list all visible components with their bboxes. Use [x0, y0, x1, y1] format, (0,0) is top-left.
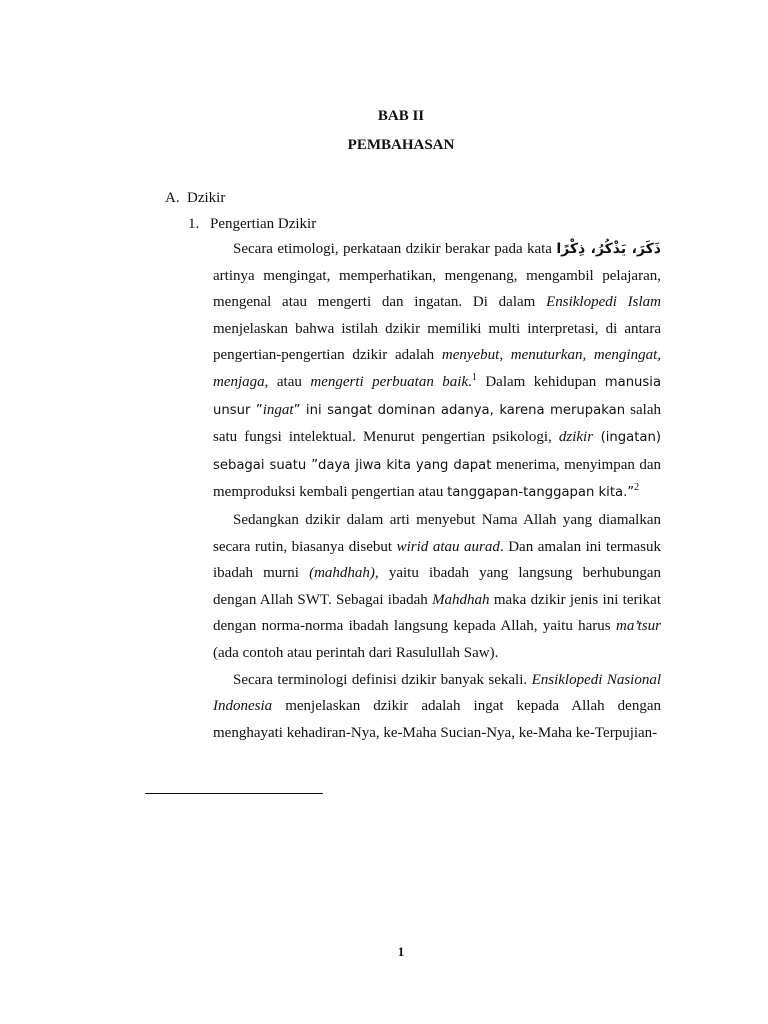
subsection-heading: [188, 216, 316, 233]
text-run: artinya mengingat, memperhatikan, mengenang, mengambil pelajaran, mengenal atau mengerti dan ingatan. Di dalam: [213, 267, 661, 311]
footnote-ref-1[interactable]: 1: [471, 371, 477, 383]
italic-term: (mahdhah),: [309, 565, 379, 582]
italic-term: Mahdhah: [432, 591, 490, 608]
text-run: tanggapan-tanggapan kita.”: [447, 485, 635, 501]
text-run: Dalam kehidupan: [476, 373, 605, 390]
italic-term: ma’tsur: [615, 618, 661, 635]
text-run: yaitu ibadah yang langsung berhubungan dengan Allah SWT. Sebagai ibadah: [213, 565, 661, 608]
italic-term: wirid atau aurad: [396, 538, 500, 555]
text-run: menerima, menyimpan dan memproduksi kembali pengertian atau: [213, 456, 661, 501]
paragraph-terminologi: [213, 667, 661, 747]
footnote-ref-2[interactable]: 2: [634, 482, 640, 494]
subsection-marker: 1.: [188, 216, 200, 232]
italic-term: ingat: [262, 401, 294, 418]
text-run: Secara terminologi definisi dzikir banyak sekali.: [233, 671, 532, 688]
page-number: 1: [397, 944, 405, 959]
text-run: maka dzikir jenis ini terikat dengan norma-norma ibadah langsung kepada Allah, yaitu harus: [213, 591, 661, 635]
text-run: .: [468, 373, 472, 390]
text-run: (ingatan) sebagai suatu ”daya jiwa kita yang dapat: [213, 430, 661, 473]
section-marker: A.: [165, 190, 180, 206]
text-run: (ada contoh atau perintah dari Rasulullah Saw).: [213, 644, 499, 661]
text-run: manusia unsur ”: [213, 374, 662, 418]
paragraph-wirid: [213, 507, 661, 667]
italic-term: mengerti perbuatan baik: [310, 373, 469, 390]
text-run: ” ini sangat dominan adanya, karena merupakan: [293, 402, 626, 418]
text-run: menjelaskan dzikir adalah ingat kepada Allah dengan menghayati kehadiran-Nya, ke-Maha Sucian-Nya, ke-Maha ke-Terpujian-: [213, 698, 661, 741]
footnote-separator: [145, 793, 323, 794]
chapter-number: BAB II: [377, 108, 425, 124]
text-run: Sedangkan dzikir dalam arti menyebut Nama Allah yang diamalkan secara rutin, biasanya disebut: [213, 511, 661, 555]
body-text: [213, 236, 661, 746]
section-heading: [165, 190, 225, 207]
italic-term: Ensiklopedi Nasional Indonesia: [213, 671, 662, 715]
italic-term: menyebut, menuturkan, mengingat, menjaga: [213, 347, 662, 390]
text-run: menjelaskan bahwa istilah dzikir memiliki multi interpretasi, di antara pengertian-pengertian dzikir adalah: [213, 320, 661, 364]
paragraph-etimologi: [213, 236, 661, 507]
arabic-term: ذَكَرَ، يَذْكُرُ، ذِكْرًا: [556, 241, 661, 257]
subsection-title: Pengertian Dzikir: [210, 216, 317, 232]
section-title: Dzikir: [187, 190, 226, 206]
text-run: , atau: [264, 373, 311, 390]
text-run: salah satu fungsi intelektual. Menurut pengertian psikologi,: [213, 401, 661, 446]
chapter-title: PEMBAHASAN: [347, 137, 455, 153]
italic-term: Ensiklopedi Islam: [546, 294, 661, 311]
text-run: Secara etimologi, perkataan dzikir berakar pada kata: [233, 241, 557, 257]
text-run: . Dan amalan ini termasuk ibadah murni: [213, 538, 662, 582]
italic-term: dzikir: [558, 429, 594, 446]
